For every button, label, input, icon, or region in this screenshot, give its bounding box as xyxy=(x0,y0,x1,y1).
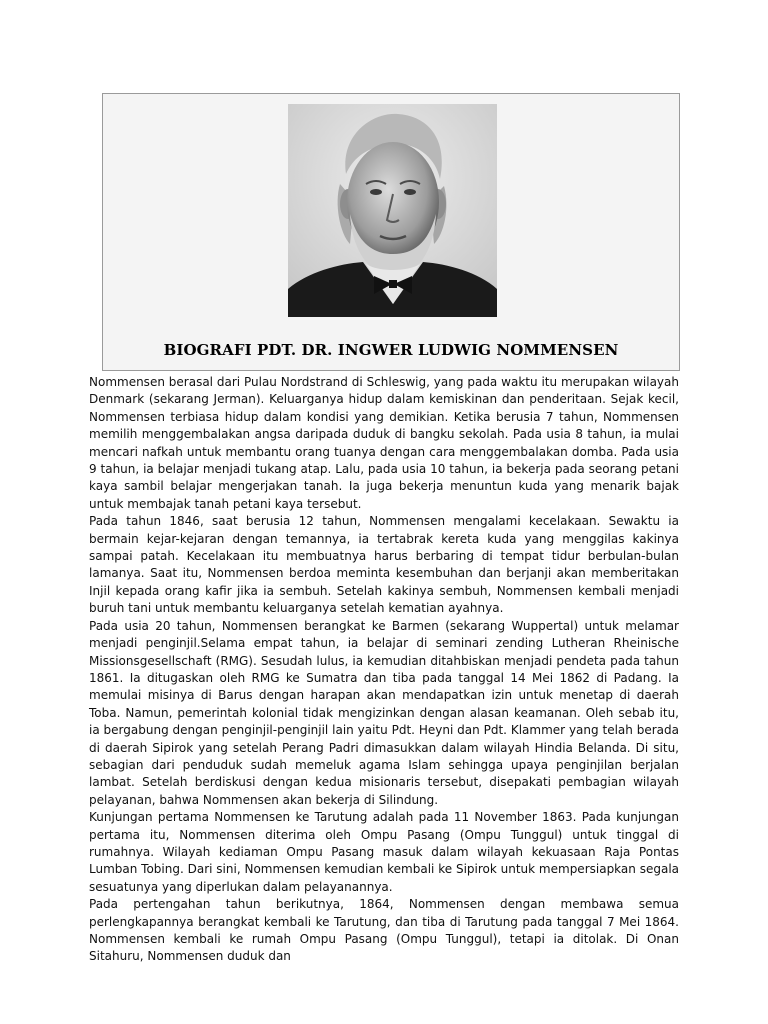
biography-body xyxy=(89,374,679,966)
paragraph-3: Pada usia 20 tahun, Nommensen berangkat ke Barmen (sekarang Wuppertal) untuk melamar menjadi penginjil.Selama empat tahun, ia belajar di seminari zending Lutheran Rheinische Missionsgesellschaft (RMG). Sesudah lulus, ia kemudian ditahbiskan menjadi pendeta pada tahun 1861. Ia ditugaskan oleh RMG ke Sumatra dan tiba pada tanggal 14 Mei 1862 di Padang. Ia memulai misinya di Barus dengan harapan akan mendapatkan izin untuk menetap di daerah Toba. Namun, pemerintah kolonial tidak mengizinkan dengan alasan keamanan. Oleh sebab itu, ia bergabung dengan penginjil-penginjil lain yaitu Pdt. Heyni dan Pdt. Klammer yang telah berada di daerah Sipirok yang setelah Perang Padri dimasukkan dalam wilayah Hindia Belanda. Di situ, sebagian dari penduduk sudah memeluk agama Islam sehingga upaya penginjilan berjalan lambat. Setelah berdiskusi dengan kedua misionaris tersebut, disepakati pembagian wilayah pelayanan, bahwa Nommensen akan bekerja di Silindung. xyxy=(89,618,679,807)
paragraph-2: Pada tahun 1846, saat berusia 12 tahun, Nommensen mengalami kecelakaan. Sewaktu ia bermain kejar-kejaran dengan temannya, ia tertabrak kereta kuda yang menggilas kakinya sampai patah. Kecelakaan itu membuatnya harus berbaring di tempat tidur berbulan-bulan lamanya. Saat itu, Nommensen berdoa meminta kesembuhan dan berjanji akan memberitakan Injil kepada orang kafir jika ia sembuh. Setelah kakinya sembuh, Nommensen kembali menjadi buruh tani untuk membantu keluarganya setelah kematian ayahnya. xyxy=(89,514,679,616)
portrait-photo xyxy=(288,104,497,317)
header-frame xyxy=(102,93,680,371)
paragraph-1: Nommensen berasal dari Pulau Nordstrand di Schleswig, yang pada waktu itu merupakan wilayah Denmark (sekarang Jerman). Keluarganya hidup dalam kemiskinan dan penderitaan. Sejak kecil, Nommensen terbiasa hidup dalam kondisi yang demikian. Ketika berusia 7 tahun, Nommensen memilih menggembalakan angsa daripada duduk di bangku sekolah. Pada usia 8 tahun, ia mulai mencari nafkah untuk membantu orang tuanya dengan cara menggembalakan domba. Pada usia 9 tahun, ia belajar menjadi tukang atap. Lalu, pada usia 10 tahun, ia bekerja pada seorang petani kaya sambil belajar mengerjakan tanah. Ia juga bekerja menuntun kuda yang menarik bajak untuk membajak tanah petani kaya tersebut. xyxy=(89,375,679,511)
page-title: BIOGRAFI PDT. DR. INGWER LUDWIG NOMMENSEN xyxy=(163,341,619,359)
paragraph-5: Pada pertengahan tahun berikutnya, 1864, Nommensen dengan membawa semua perlengkapannya berangkat kembali ke Tarutung, dan tiba di Tarutung pada tanggal 7 Mei 1864. Nommensen kembali ke rumah Ompu Pasang (Ompu Tunggul), tetapi ia ditolak. Di Onan Sitahuru, Nommensen duduk dan xyxy=(89,897,679,964)
paragraph-4: Kunjungan pertama Nommensen ke Tarutung adalah pada 11 November 1863. Pada kunjungan pertama itu, Nommensen diterima oleh Ompu Pasang (Ompu Tunggul) untuk tinggal di rumahnya. Wilayah kediaman Ompu Pasang masuk dalam wilayah kekuasaan Raja Pontas Lumban Tobing. Dari sini, Nommensen kemudian kembali ke Sipirok untuk mempersiapkan segala sesuatunya yang diperlukan dalam pelayanannya. xyxy=(89,810,679,894)
